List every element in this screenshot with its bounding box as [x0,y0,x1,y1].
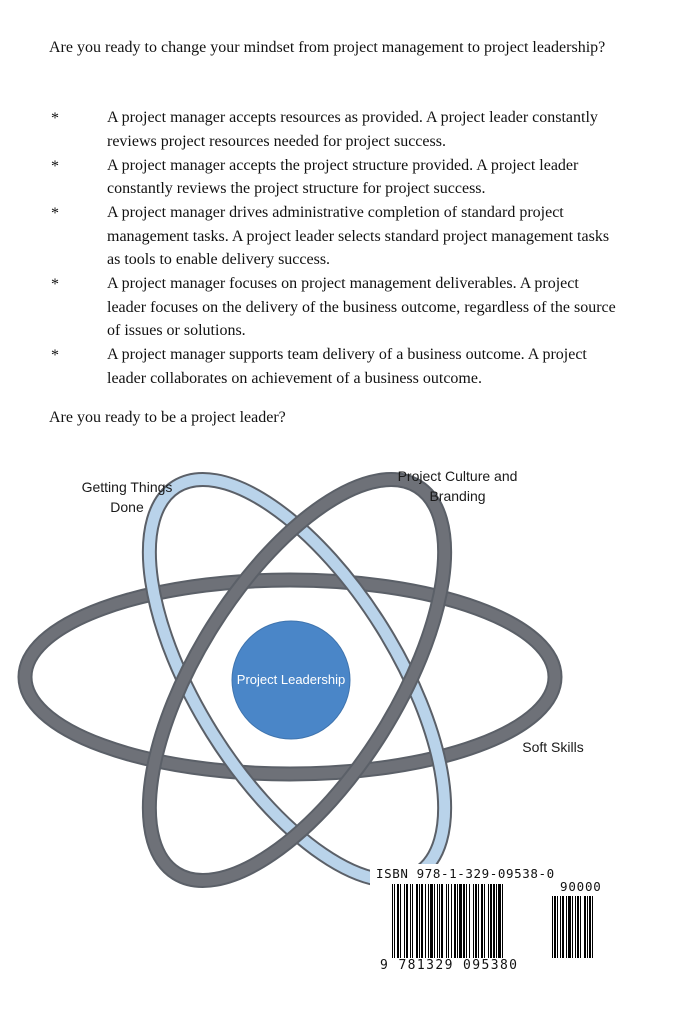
barcode-bar [560,896,561,958]
barcode-bar [428,884,429,958]
barcode-bar [397,884,399,958]
barcode-bar [502,884,503,958]
barcode-bar [572,896,573,958]
barcode-bar [488,884,489,958]
barcode-digits: 9 781329 095380 [380,958,519,973]
barcode-bar [410,884,411,958]
barcode-bar [451,884,452,958]
barcode-bar [406,884,408,958]
addon-barcode [552,896,620,964]
barcode-bar [404,884,405,958]
barcode-bar [421,884,423,958]
bullet-marker: * [51,347,59,364]
barcode-bar [562,896,564,958]
bullet-text: A project manager supports team delivery of a business outcome. A project leader collaborates on achievement of a business outcome. [107,346,587,387]
bullet-marker: * [51,205,59,222]
label-getting-things-done: Getting Things Done [81,479,173,515]
barcode-bar [557,896,558,958]
barcode-bar [430,884,433,958]
isbn-label: ISBN 978-1-329-09538-0 [376,866,555,881]
barcode-bar [475,884,477,958]
barcode-bar [463,884,465,958]
barcode-bar [416,884,418,958]
barcode-bar [392,884,393,958]
list-item [49,154,619,201]
barcode-bar [566,896,567,958]
label-culture-branding: Project Culture and Branding [397,468,518,504]
label-soft-skills: Soft Skills [522,739,584,755]
barcode-bar [580,896,581,958]
barcode-bar [437,884,438,958]
barcode-bar [473,884,474,958]
bullet-marker: * [51,276,59,293]
bullet-text: A project manager focuses on project management deliverables. A project leader focuses on the delivery of the business outcome, regardless of the source of issues or solutions. [107,275,616,339]
barcode-bar [589,896,591,958]
bullet-marker: * [51,157,59,175]
barcode-bar [466,884,467,958]
barcode-bar [454,884,456,958]
barcode-bar [568,896,571,958]
list-item [49,106,619,153]
barcode-bar [552,896,553,958]
price-addon-number: 90000 [560,879,602,894]
list-item [49,272,619,343]
barcode-bar [394,884,395,958]
barcode-bar [493,884,495,958]
barcode-bar [412,884,413,958]
barcode-bar [457,884,458,958]
barcode-bar [459,884,462,958]
bullet-text: A project manager accepts resources as provided. A project leader constantly reviews project resources needed for project success. [107,109,598,150]
intro-question: Are you ready to change your mindset from project management to project leadership? [49,39,606,56]
comparison-list [49,106,619,391]
barcode-bar [434,884,435,958]
barcode-bar [587,896,588,958]
barcode-bar [584,896,586,958]
bullet-text: A project manager drives administrative completion of standard project management tasks. A project leader selects standard project management tasks as tools to enable delivery success. [107,204,610,268]
barcode-bar [577,896,579,958]
barcode-bar [478,884,479,958]
barcode-bar [441,884,443,958]
barcode-bar [481,884,483,958]
barcode-bar [439,884,440,958]
center-node-label: Project Leadership [236,672,346,687]
barcode-bar [425,884,426,958]
barcode-bar [484,884,485,958]
barcode-bar [469,884,470,958]
ean-barcode [392,884,540,964]
barcode-bar [419,884,420,958]
barcode-bar [448,884,449,958]
bullet-text: A project manager accepts the project structure provided. A project leader constantly reviews the project structure for project success. [107,156,579,197]
list-item [49,201,619,272]
barcode-bar [575,896,576,958]
barcode-bar [400,884,401,958]
barcode-bar [498,884,501,958]
barcode-bar [592,896,593,958]
barcode-bar [554,896,556,958]
barcode-bar [496,884,497,958]
list-item [49,343,619,390]
closing-question: Are you ready to be a project leader? [49,409,286,426]
barcode-bar [490,884,492,958]
bullet-marker: * [51,110,59,127]
barcode-bar [446,884,447,958]
